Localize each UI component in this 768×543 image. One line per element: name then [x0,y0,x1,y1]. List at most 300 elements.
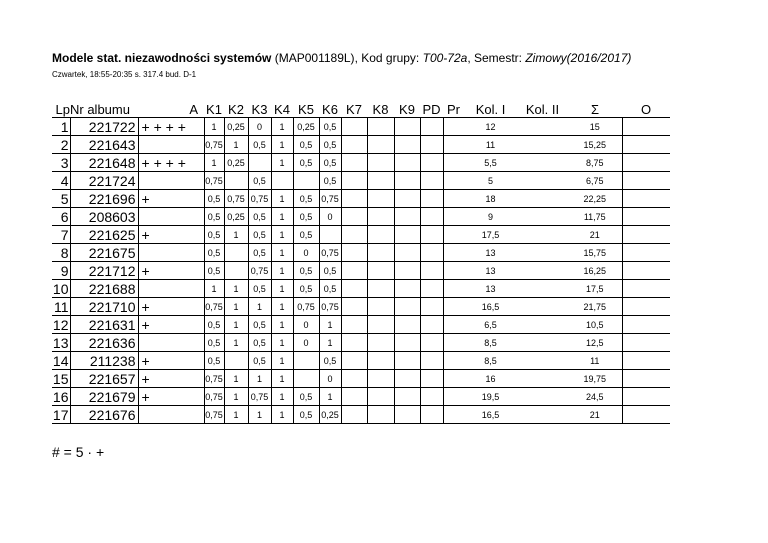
cell-k8 [367,190,394,208]
cell-sum: 15 [568,118,622,136]
column-header-pr: Pr [447,101,460,117]
cell-kol1: 16,5 [481,301,500,312]
cell-k1: 0,5 [204,190,224,208]
cell-kol2 [517,226,568,244]
cell-k9 [394,352,420,370]
cell-o [622,316,670,334]
table-row [52,136,670,154]
cell-a: + + + + [138,154,204,172]
cell-k7 [341,244,367,262]
cell-k1: 0,5 [204,244,224,262]
cell-pd [420,352,443,370]
cell-kol1: 13 [485,247,496,258]
cell-kol2 [517,352,568,370]
cell-lp: 1 [52,118,70,136]
cell-a [138,244,204,262]
cell-k8 [367,352,394,370]
cell-kol1: 13 [485,283,496,294]
cell-k6: 0,5 [319,154,341,172]
cell-k7 [341,316,367,334]
table-row [52,226,670,244]
cell-k3: 0,5 [248,244,271,262]
cell-k2: 1 [224,334,248,352]
cell-k6: 0,75 [319,244,341,262]
cell-k2: 1 [224,280,248,298]
cell-nr: 221625 [88,226,136,243]
cell-k9 [394,316,420,334]
cell-k5: 0,5 [293,388,319,406]
cell-nr: 221631 [88,316,136,333]
cell-k7 [341,208,367,226]
cell-kol2 [517,172,568,190]
cell-k8 [367,406,394,424]
cell-k1: 0,5 [204,208,224,226]
cell-k4: 1 [271,154,293,172]
cell-k3: 0,5 [248,316,271,334]
cell-k3: 0,5 [248,352,271,370]
cell-k3: 0,5 [248,334,271,352]
cell-k6: 0,5 [319,352,341,370]
cell-pd [420,370,443,388]
cell-o [622,352,670,370]
cell-kol2 [517,118,568,136]
column-header-k6: K6 [322,101,338,117]
cell-pd [420,280,443,298]
cell-k5: 0,5 [293,280,319,298]
column-header-k3: K3 [251,101,268,117]
cell-nr: 211238 [89,352,136,369]
cell-kol2 [517,208,568,226]
cell-k5: 0,5 [293,154,319,172]
cell-sum: 24,5 [568,388,622,406]
cell-pr [443,280,464,298]
cell-k3: 0,5 [248,208,271,226]
cell-sum: 17,5 [568,280,622,298]
cell-o [622,154,670,172]
cell-nr: 221648 [88,154,136,171]
cell-a [138,334,204,352]
table-row [52,118,670,136]
cell-lp: 11 [53,298,69,315]
cell-kol1: 11 [485,139,496,150]
cell-nr: 221675 [88,244,136,261]
cell-k2: 1 [224,136,248,154]
cell-k2: 1 [224,406,248,424]
cell-kol2 [517,190,568,208]
cell-nr: 221643 [88,136,136,153]
course-code: (MAP001189L) [274,51,355,65]
cell-o [622,334,670,352]
cell-sum: 21 [568,226,622,244]
cell-a [138,208,204,226]
cell-pd [420,208,443,226]
cell-k4: 1 [271,352,293,370]
cell-pr [443,172,464,190]
cell-lp: 6 [52,208,70,226]
cell-pd [420,190,443,208]
cell-k2 [224,262,248,280]
cell-k9 [394,244,420,262]
column-header-k4: K4 [274,101,290,117]
cell-k8 [367,136,394,154]
cell-k5: 0,5 [293,208,319,226]
cell-pr [443,244,464,262]
cell-lp: 13 [52,334,69,351]
schedule-info: Czwartek, 18:55-20:35 s. 317.4 bud. D-1 [52,70,197,79]
cell-k7 [341,352,367,370]
cell-k1: 0,75 [204,370,224,388]
cell-o [622,280,670,298]
cell-k3: 0,5 [248,136,271,154]
cell-k7 [341,136,367,154]
cell-k8 [367,334,394,352]
cell-pr [443,316,464,334]
cell-k4: 1 [271,226,293,244]
cell-pd [420,244,443,262]
cell-pd [420,136,443,154]
column-header-pd: PD [422,101,441,117]
cell-nr: 221679 [88,388,136,405]
cell-k3: 0,75 [248,388,271,406]
cell-lp: 16 [52,388,69,405]
cell-k5: 0 [293,316,319,334]
cell-k8 [367,298,394,316]
table-row [52,172,670,190]
table-row [52,334,670,352]
cell-k6: 1 [319,388,341,406]
cell-k1: 0,75 [204,298,224,316]
cell-sum: 15,25 [568,136,622,154]
cell-kol2 [517,334,568,352]
cell-k9 [394,118,420,136]
cell-a [138,406,204,424]
cell-k7 [341,172,367,190]
cell-k3: 0,5 [248,226,271,244]
cell-k7 [341,190,367,208]
cell-pd [420,118,443,136]
cell-k6: 0,5 [319,280,341,298]
cell-k9 [394,388,420,406]
cell-k4: 1 [271,334,293,352]
cell-k8 [367,388,394,406]
cell-nr: 221688 [88,280,136,297]
cell-pd [420,262,443,280]
cell-k1: 1 [204,118,224,136]
cell-k7 [341,118,367,136]
cell-a: + [138,352,204,370]
cell-kol1: 5,5 [484,157,497,168]
column-header-sum: Σ [590,101,600,117]
cell-k1: 1 [204,154,224,172]
semester-label: , Semestr: [467,51,526,65]
cell-pr [443,370,464,388]
cell-lp: 15 [52,370,69,387]
cell-a: + [138,262,204,280]
cell-k4: 1 [271,316,293,334]
column-header-k9: K9 [399,101,415,117]
cell-sum: 10,5 [568,316,622,334]
cell-o [622,190,670,208]
cell-k9 [394,280,420,298]
cell-k3: 1 [248,298,271,316]
cell-o [622,226,670,244]
column-header-k1: K1 [206,101,222,117]
cell-sum: 12,5 [568,334,622,352]
cell-k6: 0 [319,208,341,226]
cell-k7 [341,388,367,406]
document-title [52,51,631,65]
table-row [52,280,670,298]
cell-pd [420,334,443,352]
column-header-kol1: Kol. I [475,101,506,117]
cell-pr [443,352,464,370]
cell-kol1: 19,5 [481,391,500,402]
cell-pr [443,334,464,352]
cell-a: + [138,316,204,334]
cell-sum: 22,25 [568,190,622,208]
cell-lp: 3 [52,154,70,172]
column-header-nr: Nr albumu [70,101,130,117]
cell-k1: 1 [204,280,224,298]
cell-k5: 0,5 [293,226,319,244]
cell-lp: 8 [52,244,70,262]
cell-kol1: 13 [485,265,496,276]
cell-lp: 5 [52,190,70,208]
cell-k4: 1 [271,280,293,298]
column-header-k8: K8 [372,101,389,117]
cell-sum: 8,75 [568,154,622,172]
cell-pd [420,172,443,190]
cell-o [622,244,670,262]
cell-o [622,388,670,406]
cell-lp: 7 [52,226,70,244]
cell-k2: 1 [224,388,248,406]
cell-kol2 [517,154,568,172]
cell-k8 [367,154,394,172]
grades-table [52,101,670,424]
cell-k1: 0,75 [204,172,224,190]
cell-lp: 17 [52,406,69,423]
cell-k9 [394,262,420,280]
cell-sum: 16,25 [568,262,622,280]
cell-sum: 11,75 [568,208,622,226]
cell-k7 [341,298,367,316]
cell-kol2 [517,280,568,298]
cell-k6: 1 [319,316,341,334]
cell-k4: 1 [271,262,293,280]
cell-sum: 21,75 [568,298,622,316]
cell-k7 [341,406,367,424]
table-header-row [52,101,670,118]
cell-pr [443,118,464,136]
cell-pd [420,388,443,406]
table-body [52,118,670,424]
cell-k8 [367,172,394,190]
cell-sum: 11 [568,352,622,370]
cell-k4: 1 [271,190,293,208]
cell-k2: 1 [224,298,248,316]
cell-k6: 1 [319,334,341,352]
cell-k2: 0,75 [224,190,248,208]
cell-k9 [394,190,420,208]
cell-k4: 1 [271,118,293,136]
cell-k6: 0,5 [319,118,341,136]
cell-pr [443,406,464,424]
cell-kol2 [517,136,568,154]
cell-kol1: 5 [487,175,493,186]
table-row [52,352,670,370]
column-header-k2: K2 [228,101,244,117]
cell-k2: 0,25 [224,208,248,226]
cell-pd [420,226,443,244]
cell-k4: 1 [271,136,293,154]
cell-lp: 14 [52,352,69,369]
cell-k6: 0,75 [319,298,341,316]
cell-pr [443,190,464,208]
cell-kol1: 8,5 [484,355,497,366]
cell-k9 [394,208,420,226]
cell-k1: 0,5 [204,334,224,352]
cell-k3: 0,5 [248,172,271,190]
cell-o [622,298,670,316]
cell-k9 [394,406,420,424]
cell-k2 [224,244,248,262]
cell-k7 [341,262,367,280]
cell-pr [443,226,464,244]
cell-lp: 10 [52,280,69,297]
cell-k9 [394,298,420,316]
cell-a [138,136,204,154]
cell-k3: 1 [248,406,271,424]
cell-k2: 0,25 [224,118,248,136]
cell-o [622,370,670,388]
cell-k4: 1 [271,244,293,262]
group-code: T00-72a [422,51,468,65]
cell-pr [443,154,464,172]
cell-kol1: 12 [485,121,496,132]
cell-k1: 0,75 [204,388,224,406]
cell-k4: 1 [271,208,293,226]
cell-a: + [138,370,204,388]
cell-k1: 0,5 [204,226,224,244]
cell-a: + [138,388,204,406]
table-row [52,244,670,262]
cell-k8 [367,244,394,262]
cell-k7 [341,280,367,298]
table-row [52,370,670,388]
cell-k5: 0 [293,334,319,352]
cell-k2: 1 [224,316,248,334]
cell-pd [420,406,443,424]
cell-a: + + + + [138,118,204,136]
cell-nr: 221676 [88,406,136,423]
cell-k7 [341,226,367,244]
course-name: Modele stat. niezawodności systemów [52,51,272,65]
cell-nr: 221696 [88,190,136,207]
column-header-kol2: Kol. II [525,101,560,117]
cell-k8 [367,208,394,226]
cell-pr [443,136,464,154]
cell-sum: 6,75 [568,172,622,190]
cell-k9 [394,172,420,190]
cell-k9 [394,154,420,172]
cell-k6: 0,5 [319,136,341,154]
table-row [52,190,670,208]
cell-kol2 [517,370,568,388]
cell-pr [443,298,464,316]
table-row [52,406,670,424]
cell-o [622,118,670,136]
cell-kol1: 8,5 [484,337,497,348]
cell-k1: 0,5 [204,352,224,370]
cell-k8 [367,262,394,280]
cell-k6: 0,5 [319,262,341,280]
cell-a: + [138,190,204,208]
cell-a: + [138,226,204,244]
cell-k3: 1 [248,370,271,388]
cell-k6: 0,75 [319,190,341,208]
cell-kol2 [517,406,568,424]
cell-k8 [367,118,394,136]
cell-k5 [293,352,319,370]
cell-k5: 0,5 [293,406,319,424]
cell-a [138,172,204,190]
cell-k5: 0,5 [293,190,319,208]
cell-kol2 [517,316,568,334]
cell-kol1: 16,5 [481,409,500,420]
group-label: , Kod grupy: [354,51,423,65]
cell-k5 [293,172,319,190]
cell-k1: 0,5 [204,316,224,334]
cell-a [138,280,204,298]
cell-k6 [319,226,341,244]
cell-k5: 0,75 [293,298,319,316]
cell-k8 [367,226,394,244]
cell-kol2 [517,388,568,406]
cell-k3: 0 [248,118,271,136]
cell-nr: 221724 [88,172,136,189]
cell-pr [443,208,464,226]
cell-nr: 221657 [88,370,136,387]
cell-k6: 0,25 [319,406,341,424]
cell-k4: 1 [271,406,293,424]
cell-k5: 0,25 [293,118,319,136]
cell-o [622,136,670,154]
cell-kol1: 16 [485,373,496,384]
table-row [52,388,670,406]
cell-kol1: 17,5 [481,229,500,240]
cell-kol2 [517,244,568,262]
cell-sum: 21 [568,406,622,424]
cell-sum: 15,75 [568,244,622,262]
cell-k8 [367,316,394,334]
cell-o [622,172,670,190]
cell-k2: 1 [224,226,248,244]
cell-k1: 0,5 [204,262,224,280]
column-header-o: O [640,101,652,117]
table-row [52,298,670,316]
cell-k5: 0,5 [293,136,319,154]
cell-o [622,406,670,424]
cell-k5: 0,5 [293,262,319,280]
cell-k2 [224,352,248,370]
table-row [52,154,670,172]
cell-nr: 221636 [88,334,136,351]
cell-pr [443,388,464,406]
cell-k4 [271,172,293,190]
cell-k7 [341,154,367,172]
cell-k1: 0,75 [204,136,224,154]
